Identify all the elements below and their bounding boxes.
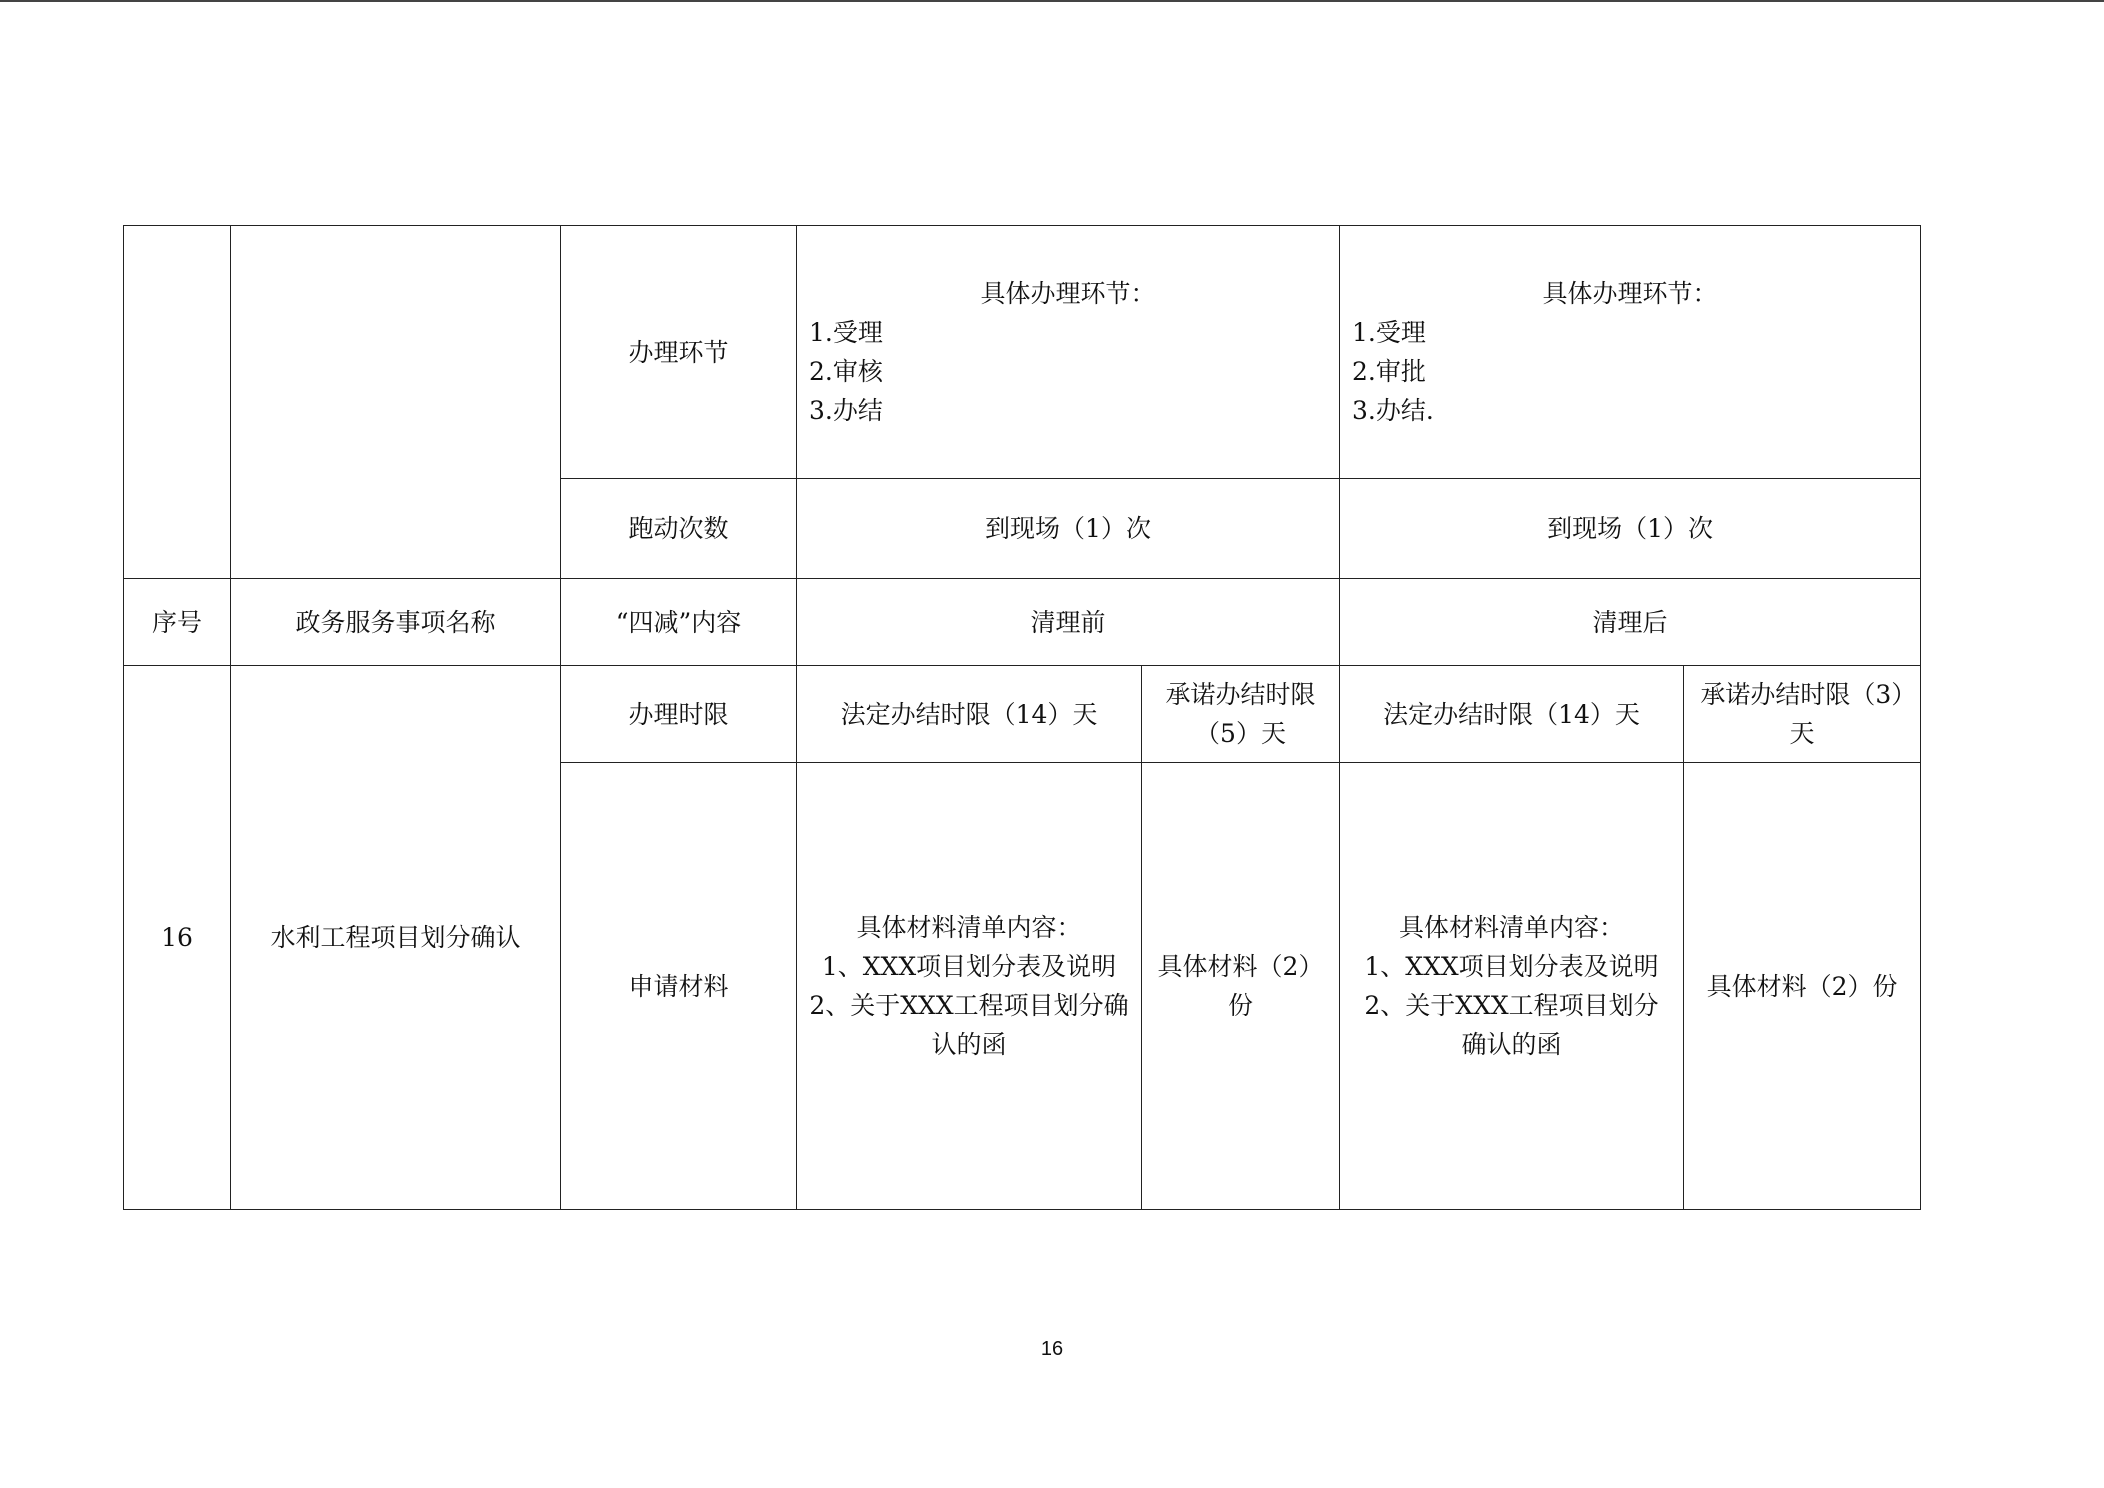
process-after-step: 1.受理 [1352,318,1426,347]
materials-label: 申请材料 [561,763,797,1210]
process-after-cell [1340,226,1921,479]
continued-name-cell [231,226,561,579]
visits-after: 到现场（1）次 [1340,479,1921,579]
continued-seq-cell [124,226,231,579]
materials-before-title: 具体材料清单内容： [856,913,1082,942]
process-before-cell [797,226,1340,479]
process-after-step: 2.审批 [1352,357,1426,386]
process-before-steps [809,313,1327,430]
process-after-step: 3.办结. [1352,396,1434,425]
process-before-step: 3.办结 [809,396,883,425]
process-after-steps [1352,313,1908,430]
materials-before-list [797,763,1142,1210]
header-before: 清理前 [797,579,1340,666]
materials-before-item: 1、XXX项目划分表及说明 [821,952,1117,981]
row-seq: 16 [124,666,231,1210]
materials-after-title: 具体材料清单内容： [1399,913,1625,942]
process-before-step: 2.审核 [809,357,883,386]
header-seq: 序号 [124,579,231,666]
process-label: 办理环节 [561,226,797,479]
header-row [124,579,1921,666]
row-item-name: 水利工程项目划分确认 [231,666,561,1210]
time-after-legal: 法定办结时限（14）天 [1340,666,1684,763]
materials-after-item: 2、关于XXX工程项目划分确认的函 [1364,991,1659,1059]
materials-before-item: 2、关于XXX工程项目划分确认的函 [809,991,1129,1059]
materials-after-list [1340,763,1684,1210]
materials-after-count: 具体材料（2）份 [1684,763,1921,1210]
four-reductions-table [123,225,1921,1210]
process-before-step: 1.受理 [809,318,883,347]
time-after-promise: 承诺办结时限（3）天 [1684,666,1921,763]
time-before-legal: 法定办结时限（14）天 [797,666,1142,763]
time-limit-label: 办理时限 [561,666,797,763]
materials-after-item: 1、XXX项目划分表及说明 [1364,952,1659,981]
page-number: 16 [1040,1338,1064,1360]
process-row [124,226,1921,479]
header-item-name: 政务服务事项名称 [231,579,561,666]
time-limit-row [124,666,1921,763]
process-after-title: 具体办理环节： [1542,279,1718,308]
process-before-title: 具体办理环节： [980,279,1156,308]
page-top-border [0,0,2104,2]
materials-before-count: 具体材料（2）份 [1142,763,1340,1210]
header-content: “四减”内容 [561,579,797,666]
visits-before: 到现场（1）次 [797,479,1340,579]
visits-label: 跑动次数 [561,479,797,579]
time-before-promise: 承诺办结时限（5）天 [1142,666,1340,763]
header-after: 清理后 [1340,579,1921,666]
